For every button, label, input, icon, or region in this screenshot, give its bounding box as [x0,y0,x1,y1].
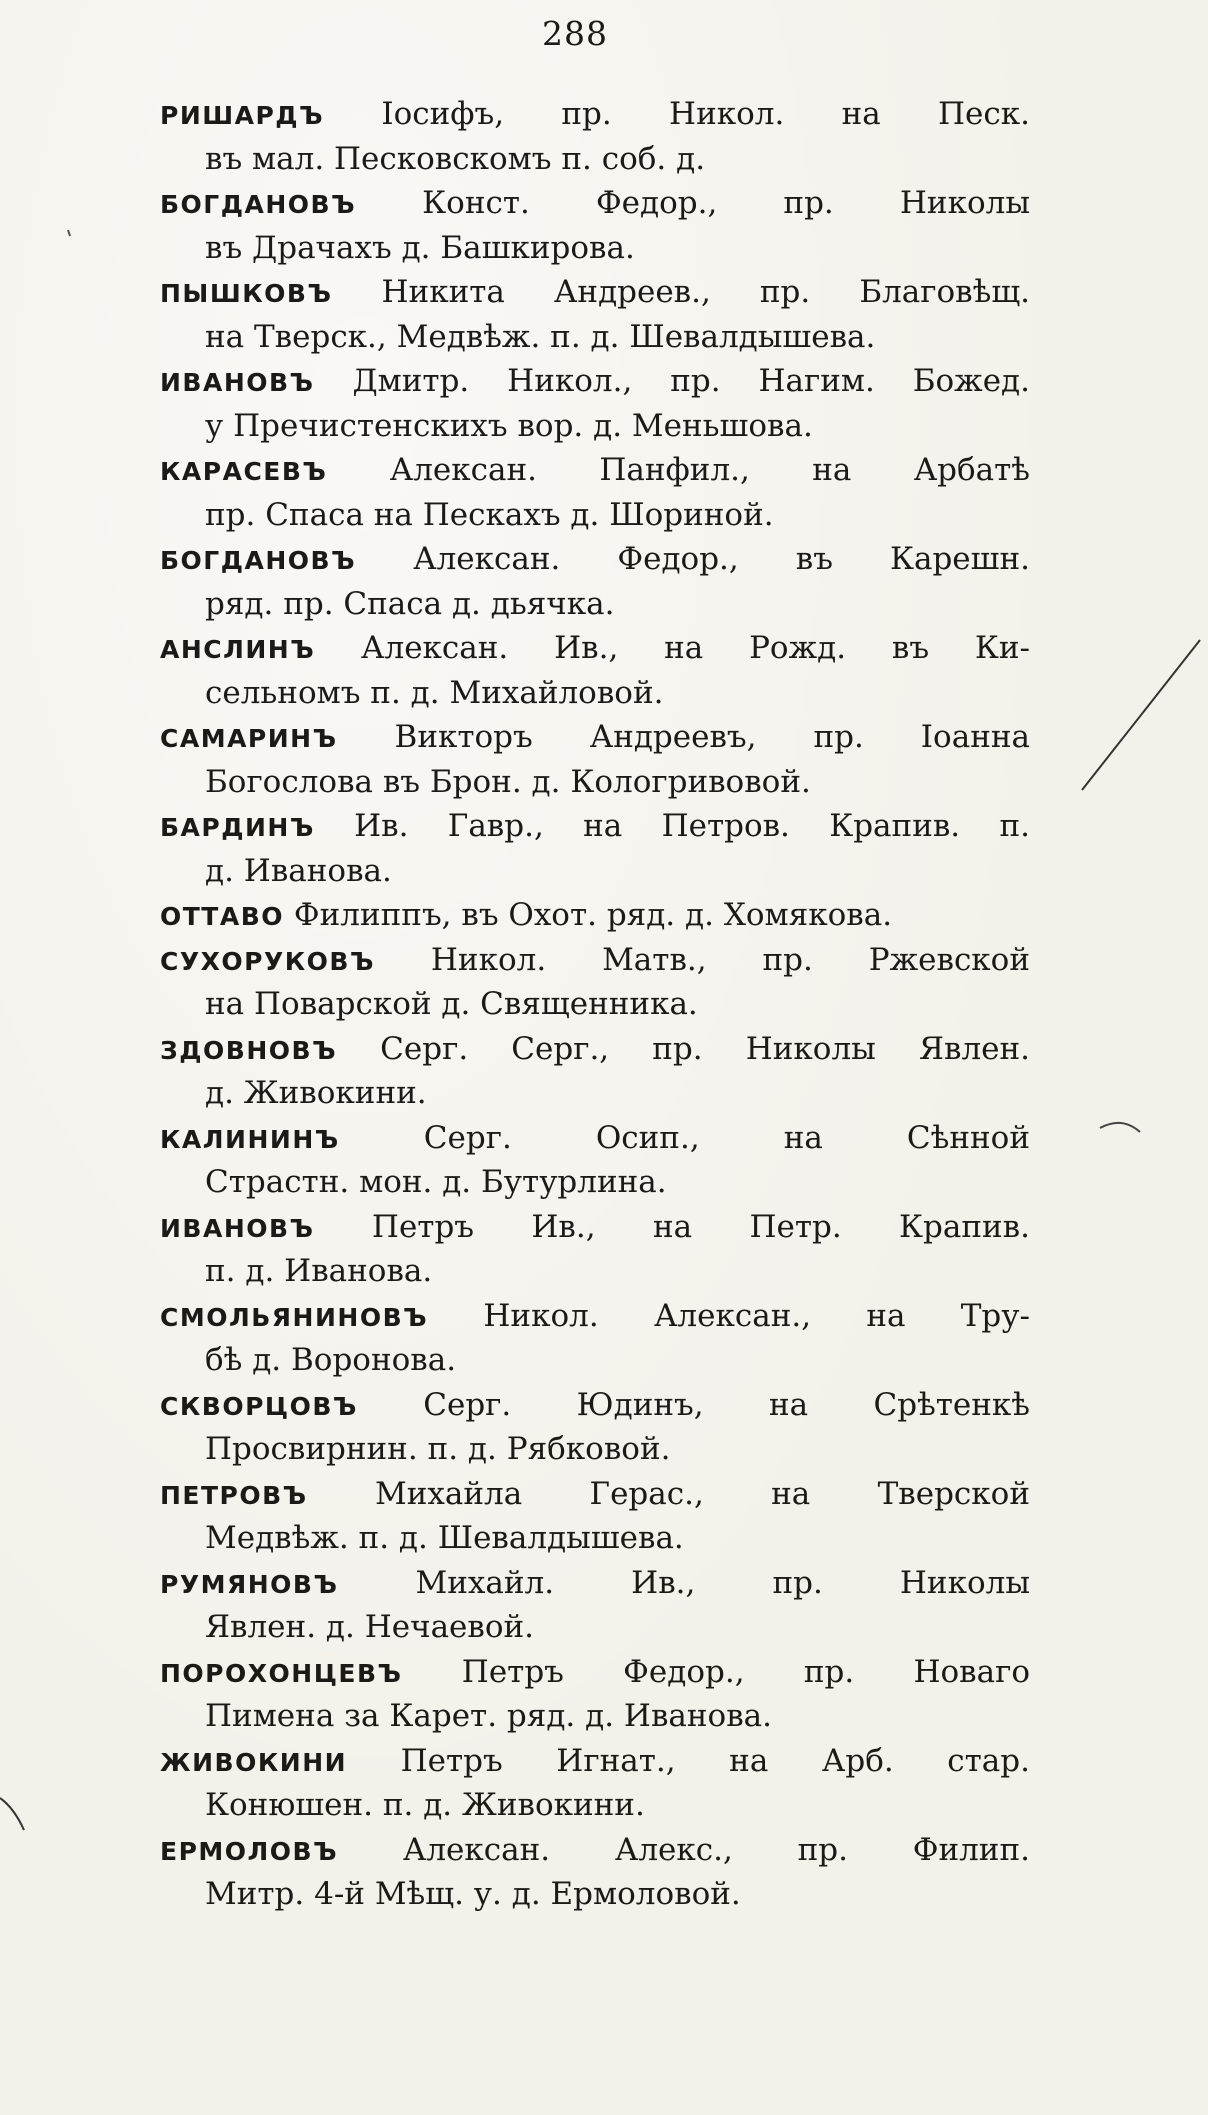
entry-first-line [160,804,1030,849]
directory-entry [160,448,1030,537]
directory-entry [160,938,1030,1027]
entry-first-line [160,1294,1030,1339]
entry-first-line [160,359,1030,404]
entry-first-line [160,626,1030,671]
entry-details: Михайла Герас., на Тверской [307,1475,1030,1512]
entry-details: Алексан. Панфил., на Арбатѣ [327,452,1030,488]
entry-details: Конст. Федор., пр. Николы [356,185,1030,221]
entry-continuation-line: на Поварской д. Священника. [205,986,698,1022]
entry-first-line [160,448,1030,493]
entry-first-line [160,1650,1030,1695]
entry-details: Никол. Алексан., на Тру- [428,1297,1030,1334]
entry-continuation-line: бѣ д. Воронова. [205,1342,457,1378]
entry-details: Петръ Ив., на Петр. Крапив. [314,1208,1030,1245]
directory-entry [160,1205,1030,1294]
entry-first-line [160,1383,1030,1428]
directory-entry [160,181,1030,270]
entry-continuation-line: Конюшен. п. д. Живокини. [205,1787,645,1823]
surname: ЖИВОКИНИ [160,1747,348,1777]
surname: СМОЛЬЯНИНОВЪ [160,1302,429,1332]
entry-continuation-line: Страстн. мон. д. Бутурлина. [205,1164,667,1200]
entry-first-line [160,1205,1030,1250]
entry-continuation-line: Просвирнин. п. д. Рябковой. [205,1431,671,1467]
surname: РУМЯНОВЪ [160,1569,339,1599]
entry-first-line [160,537,1030,582]
entry-continuation-line: Медвѣж. п. д. Шевалдышева. [205,1520,684,1556]
surname: ПОРОХОНЦЕВЪ [160,1658,403,1688]
entry-first-line [160,715,1030,760]
entry-details: Викторъ Андреевъ, пр. Іоанна [337,719,1030,755]
surname: ЕРМОЛОВЪ [160,1836,339,1866]
entry-details: Серг. Юдинъ, на Срѣтенкѣ [357,1386,1030,1423]
entry-continuation-line: Богослова въ Брон. д. Кологривовой. [205,763,811,800]
entry-details: Серг. Серг., пр. Николы Явлен. [337,1030,1030,1067]
entry-continuation-line: въ Драчахъ д. Башкирова. [205,229,635,266]
surname: ИВАНОВЪ [160,368,315,397]
entry-details: Алексан. Федор., въ Карешн. [356,541,1030,577]
entry-details: Алексан. Ив., на Рожд. въ Ки- [315,630,1030,666]
directory-entry [160,1650,1030,1739]
entry-first-line [160,893,1030,938]
entry-details: Никита Андреев., пр. Благовѣщ. [332,274,1030,310]
directory-entry [160,893,1030,938]
directory-entry [160,626,1030,715]
entry-continuation-line: д. Живокини. [205,1075,427,1111]
directory-entry [160,270,1030,359]
entry-continuation-line: у Пречистенскихъ вор. д. Меньшова. [205,407,813,444]
surname: КАЛИНИНЪ [160,1124,340,1154]
directory-entry [160,1472,1030,1561]
surname: ПЕТРОВЪ [160,1480,308,1510]
surname: БОГДАНОВЪ [160,546,357,575]
entry-continuation-line: п. д. Иванова. [205,1253,433,1289]
directory-entry [160,1739,1030,1828]
directory-entry [160,1561,1030,1650]
entry-first-line [160,92,1030,137]
entry-details: Михайл. Ив., пр. Николы [338,1564,1030,1601]
entry-first-line [160,1739,1030,1784]
entry-first-line [160,938,1030,983]
entry-continuation-line: Пимена за Карет. ряд. д. Иванова. [205,1698,772,1734]
entry-continuation-line: Явлен. д. Нечаевой. [205,1609,535,1645]
surname: ЗДОВНОВЪ [160,1035,338,1065]
surname: КАРАСЕВЪ [160,457,328,486]
directory-entry [160,804,1030,893]
surname: СКВОРЦОВЪ [160,1391,358,1421]
directory-entry [160,537,1030,626]
entry-details: Петръ Игнат., на Арб. стар. [347,1742,1030,1779]
surname: БАРДИНЪ [160,813,315,842]
directory-entry [160,92,1030,181]
entry-details: Филиппъ, въ Охот. ряд. д. Хомякова. [284,897,893,933]
entry-first-line [160,1027,1030,1072]
directory-entries [160,92,1030,1917]
entry-first-line [160,1472,1030,1517]
directory-entry [160,1294,1030,1383]
entry-continuation-line: сельномъ п. д. Михайловой. [205,674,664,711]
entry-continuation-line: пр. Спаса на Пескахъ д. Шориной. [205,496,774,533]
entry-continuation-line: на Тверск., Медвѣж. п. д. Шевалдышева. [205,318,876,355]
page-number: 288 [542,14,608,53]
entry-details: Никол. Матв., пр. Ржевской [374,941,1030,978]
surname: АНСЛИНЪ [160,635,316,664]
surname: БОГДАНОВЪ [160,190,357,219]
entry-first-line [160,1828,1030,1873]
directory-entry [160,1116,1030,1205]
entry-details: Серг. Осип., на Сѣнной [339,1119,1030,1156]
entry-details: Петръ Федор., пр. Новаго [402,1653,1030,1690]
directory-entry [160,359,1030,448]
entry-continuation-line: въ мал. Песковскомъ п. соб. д. [205,140,706,177]
surname: ОТТАВО [160,902,285,931]
entry-first-line [160,1561,1030,1606]
directory-entry [160,715,1030,804]
entry-first-line [160,270,1030,315]
directory-entry [160,1027,1030,1116]
surname: СУХОРУКОВЪ [160,946,375,976]
entry-first-line [160,1116,1030,1161]
surname: ПЫШКОВЪ [160,279,333,308]
surname: ИВАНОВЪ [160,1213,315,1243]
entry-details: Дмитр. Никол., пр. Нагим. Божед. [314,363,1030,399]
entry-continuation-line: ряд. пр. Спаса д. дьячка. [205,585,615,622]
surname: РИШАРДЪ [160,101,325,130]
surname: САМАРИНЪ [160,724,338,753]
entry-first-line [160,181,1030,226]
entry-details: Іосифъ, пр. Никол. на Песк. [324,96,1030,132]
entry-details: Ив. Гавр., на Петров. Крапив. п. [314,808,1030,844]
directory-entry [160,1828,1030,1917]
directory-entry [160,1383,1030,1472]
entry-details: Алексан. Алекс., пр. Филип. [338,1831,1030,1868]
entry-continuation-line: Митр. 4-й Мѣщ. у. д. Ермоловой. [205,1876,741,1912]
entry-continuation-line: д. Иванова. [205,852,392,889]
